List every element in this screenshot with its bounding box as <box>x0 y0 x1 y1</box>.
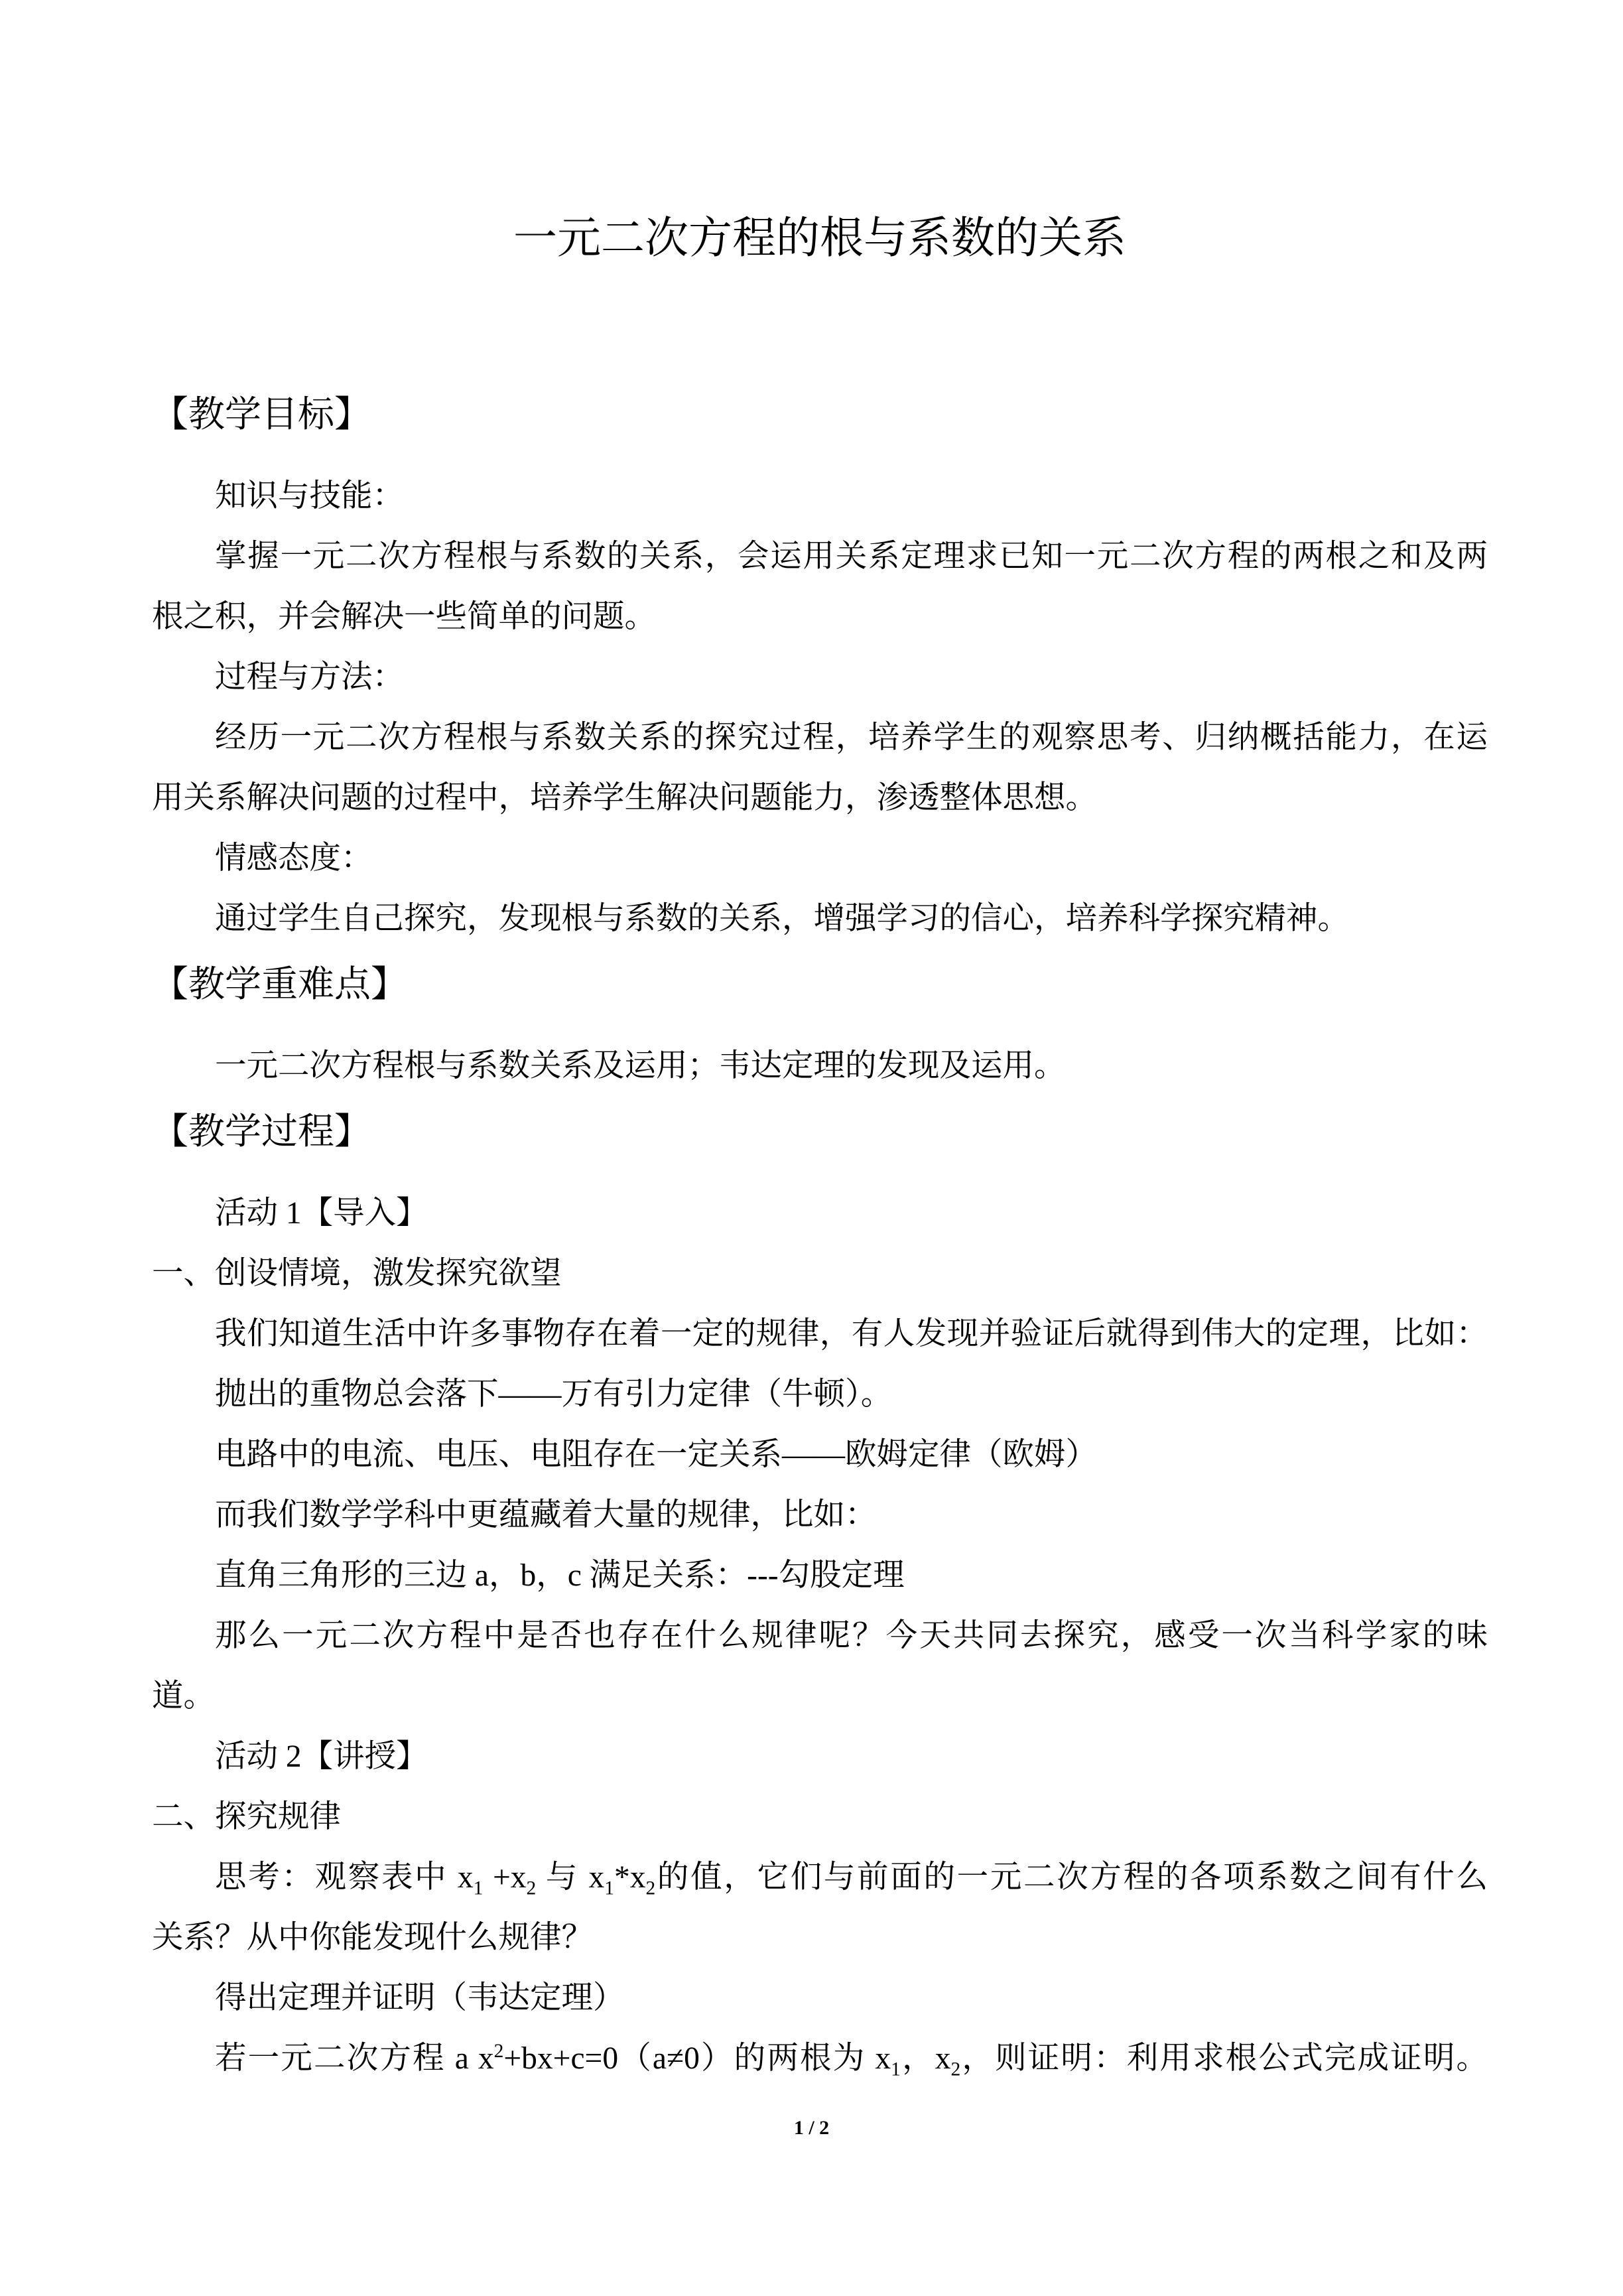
text-segment: 与 x <box>536 1860 605 1895</box>
question-line <box>152 1848 1488 1908</box>
text-segment: ，x <box>900 2041 951 2076</box>
text-segment: *x <box>614 1860 646 1895</box>
theorem-line: 得出定理并证明（韦达定理） <box>215 1981 625 2015</box>
text-segment: +bx+c=0（a≠0）的两根为 x <box>503 2041 891 2076</box>
subscript: 1 <box>604 1877 614 1899</box>
paragraph-line: 根之积，并会解决一些简单的问题。 <box>152 600 656 634</box>
paragraph-line: 道。 <box>152 1679 215 1714</box>
paragraph-line: 掌握一元二次方程根与系数的关系，会运用关系定理求已知一元二次方程的两根之和及两 <box>215 539 1488 574</box>
activity-1-title: 一、创设情境，激发探究欲望 <box>152 1256 562 1291</box>
paragraph-line: 通过学生自己探究，发现根与系数的关系，增强学习的信心，培养科学探究精神。 <box>215 902 1349 936</box>
activity-2-label: 活动 2【讲授】 <box>215 1739 428 1774</box>
section-heading-teaching-process: 【教学过程】 <box>152 1111 371 1152</box>
superscript: 2 <box>493 2041 504 2062</box>
subheading-attitude: 情感态度： <box>215 841 373 876</box>
paragraph-line: 直角三角形的三边 a，b，c 满足关系：---勾股定理 <box>215 1558 905 1593</box>
text-segment: 的值，它们与前面的一元二次方程的各项系数之间有什么 <box>655 1860 1488 1895</box>
document-title: 一元二次方程的根与系数的关系 <box>513 214 1126 263</box>
subscript: 1 <box>473 1877 484 1899</box>
paragraph-line: 我们知道生活中许多事物存在着一定的规律，有人发现并验证后就得到伟大的定理，比如： <box>215 1317 1488 1351</box>
subscript: 2 <box>645 1877 656 1899</box>
paragraph-line: 经历一元二次方程根与系数关系的探究过程，培养学生的观察思考、归纳概括能力，在运 <box>215 720 1488 755</box>
subheading-process-methods: 过程与方法： <box>215 660 404 695</box>
subscript: 2 <box>950 2059 961 2080</box>
section-heading-objectives: 【教学目标】 <box>152 394 371 435</box>
paragraph-line: 一元二次方程根与系数关系及运用；韦达定理的发现及运用。 <box>215 1049 1066 1083</box>
text-segment: ，则证明：利用求根公式完成证明。 <box>960 2041 1488 2076</box>
paragraph-line: 那么一元二次方程中是否也存在什么规律呢？今天共同去探究，感受一次当科学家的味 <box>215 1619 1488 1653</box>
subscript: 2 <box>526 1877 537 1899</box>
subscript: 1 <box>891 2059 901 2080</box>
activity-1-label: 活动 1【导入】 <box>215 1196 428 1231</box>
paragraph-line: 电路中的电流、电压、电阻存在一定关系——欧姆定律（欧姆） <box>215 1438 1097 1472</box>
section-heading-key-points: 【教学重难点】 <box>152 964 408 1004</box>
proof-line <box>152 2029 1488 2089</box>
page-number: 1 / 2 <box>793 2117 830 2139</box>
activity-2-title: 二、探究规律 <box>152 1800 341 1834</box>
paragraph-line: 关系？从中你能发现什么规律？ <box>152 1921 593 1955</box>
text-segment: +x <box>483 1860 527 1895</box>
text-segment: 思考：观察表中 x <box>215 1860 474 1895</box>
subheading-knowledge-skills: 知识与技能： <box>215 479 404 513</box>
text-segment: 若一元二次方程 a x <box>215 2041 494 2076</box>
paragraph-line: 抛出的重物总会落下——万有引力定律（牛顿）。 <box>215 1377 893 1412</box>
document-body <box>152 379 1488 2089</box>
paragraph-line: 而我们数学学科中更蕴藏着大量的规律，比如： <box>215 1498 877 1532</box>
paragraph-line: 用关系解决问题的过程中，培养学生解决问题能力，渗透整体思想。 <box>152 781 1097 815</box>
